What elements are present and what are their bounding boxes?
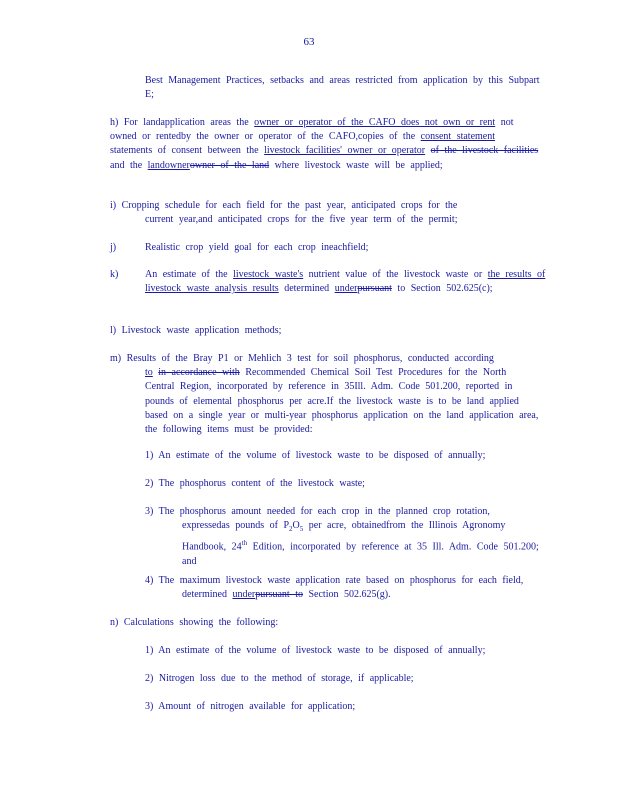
item-h-label: h) For	[110, 117, 138, 128]
item-l-label: l) Livestock	[110, 325, 162, 336]
list-text: The maximum livestock waste application rate based on phosphorus for each field, determined	[158, 575, 524, 601]
item-k-text: nutrient value of the livestock waste or	[308, 269, 483, 280]
item-h-inserted: consent statement	[420, 131, 496, 143]
list-text: O	[292, 520, 300, 532]
list-text: The phosphorus content of the livestock waste;	[158, 478, 365, 489]
item-h-text: and the	[110, 159, 143, 171]
intro-paragraph: Best Management Practices, setbacks and areas restricted from application by this Subpart E;	[145, 75, 540, 101]
item-m-inserted: to	[145, 367, 153, 379]
item-h-text: where livestock waste will be applied;	[274, 159, 443, 171]
item-n-label: n) Calculations	[110, 617, 174, 628]
item-i-label: i) Cropping	[110, 200, 160, 211]
list-number: 2)	[145, 673, 154, 684]
item-m-text: Recommended Chemical Soil Test Procedures for the North Central Region, incorporated by reference in 35Ill. Adm. Code 501.200, reported in pounds of elemental phosphorus per acre.If the livestock waste is to be land applied based on a single year or multi-year phosphorus application on the land application area, the following items must be provided:	[145, 367, 539, 436]
list-text: Nitrogen loss due to the method of storage, if applicable;	[158, 673, 414, 684]
list-text: per acre, obtainedfrom the Illinois Agronomy Handbook, 24	[182, 520, 506, 553]
item-h-text: statements of consent between the	[110, 145, 259, 157]
item-m-2	[145, 477, 540, 491]
item-k-text: to Section 502.625(c);	[397, 283, 493, 295]
page-number: 63	[303, 36, 315, 48]
list-text: An estimate of the volume of livestock waste to be disposed of annually;	[158, 645, 486, 656]
item-k-text: An estimate of the	[145, 269, 228, 280]
item-n-text: showing the following:	[179, 617, 279, 628]
list-text: The phosphorus amount needed for each crop in the planned crop rotation, expressedas pounds of P	[158, 506, 490, 532]
item-k	[110, 268, 575, 296]
item-n-1	[145, 644, 540, 658]
list-text: An estimate of the volume of livestock waste to be disposed of annually;	[158, 450, 486, 461]
item-k-inserted: under	[334, 283, 358, 295]
list-number: 4)	[145, 575, 154, 586]
list-text: Amount of nitrogen available for application;	[158, 701, 356, 712]
list-inserted: under	[232, 589, 256, 601]
item-j-text: Realistic crop yield goal for each crop ineachfield;	[145, 242, 369, 253]
item-k-inserted: the results of livestock waste analysis results	[145, 269, 546, 295]
item-n-2	[145, 672, 540, 686]
item-h-inserted: landowner	[147, 159, 190, 171]
item-h-inserted: owner or operator of the CAFO does not own or rent	[254, 117, 496, 128]
item-m-4	[145, 574, 540, 602]
item-k-inserted: livestock waste's	[233, 269, 304, 280]
item-l	[110, 324, 540, 338]
item-m	[110, 352, 540, 437]
item-n	[110, 616, 540, 630]
list-number: 1)	[145, 645, 154, 656]
item-m-deleted: in accordance with	[158, 367, 240, 379]
item-l-text: waste application methods;	[166, 325, 282, 336]
list-deleted: pursuant to	[255, 589, 303, 601]
item-i-text: current year,and anticipated crops for the five year term of the permit;	[145, 214, 458, 226]
item-m-label: m) Results	[110, 353, 157, 364]
item-h	[110, 116, 540, 173]
item-m-1	[145, 449, 540, 463]
item-j-label: j)	[110, 242, 117, 253]
item-h-deleted: of the livestock facilities	[430, 145, 539, 157]
item-m-3	[145, 505, 540, 569]
list-number: 3)	[145, 701, 154, 712]
item-k-label: k)	[110, 269, 119, 280]
item-h-inserted: livestock facilities' owner or operator	[264, 145, 426, 157]
list-number: 2)	[145, 478, 154, 489]
subscript: 2	[289, 525, 293, 534]
list-number: 1)	[145, 450, 154, 461]
item-m-text: of the Bray P1 or Mehlich 3 test for soil phosphorus, conducted according	[161, 353, 494, 364]
list-text: Section 502.625(g).	[308, 589, 391, 601]
list-text: Edition, incorporated by reference at 35 Ill. Adm. Code 501.200; and	[182, 541, 539, 567]
item-k-deleted: pursuant	[357, 283, 392, 295]
item-h-deleted: owner of the land	[189, 159, 270, 171]
item-i-text: schedule for each field for the past year, anticipated crops for the	[164, 200, 458, 211]
subscript: 5	[299, 525, 304, 534]
item-n-3	[145, 700, 540, 714]
superscript: th	[241, 539, 248, 548]
item-h-text: not owned or rentedby the owner or operator of the CAFO,copies of the	[110, 117, 514, 143]
item-k-text: determined	[284, 283, 330, 295]
item-h-text: landapplication areas the	[143, 117, 249, 128]
list-number: 3)	[145, 506, 154, 517]
item-j	[110, 241, 575, 255]
item-i	[110, 199, 540, 227]
